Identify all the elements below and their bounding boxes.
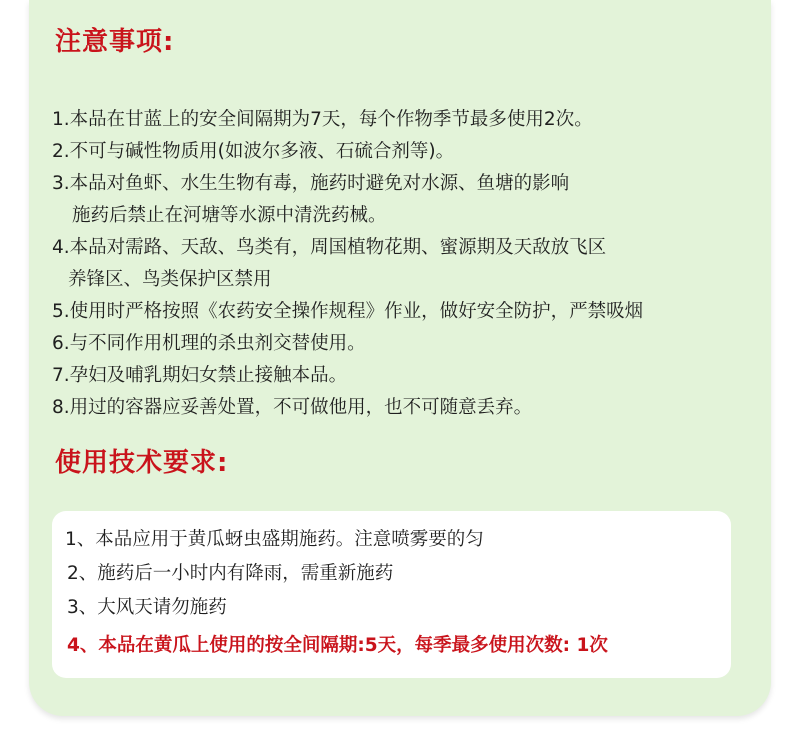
precaution-item-4-continued: 养锋区、鸟类保护区禁用: [68, 269, 272, 290]
precaution-item-4: 4.本品对需路、天敌、鸟类有，周国植物花期、蜜源期及天敌放飞区: [52, 237, 607, 258]
precaution-item-3-continued: 施药后禁止在河塘等水源中清洗药械。: [72, 205, 387, 226]
precaution-item-6: 6.与不同作用机理的杀虫剂交替使用。: [52, 333, 366, 354]
technical-item-1: 1、本品应用于黄瓜蚜虫盛期施药。注意喷雾要的匀: [65, 529, 484, 550]
precaution-item-8: 8.用过的容器应妥善处置，不可做他用，也不可随意丢弃。: [52, 397, 533, 418]
technical-item-3: 3、大风天请勿施药: [67, 597, 227, 618]
precaution-item-2: 2.不可与碱性物质用(如波尔多液、石硫合剂等)。: [52, 141, 455, 162]
technical-heading: 使用技术要求:: [55, 448, 229, 478]
precaution-item-1: 1.本品在甘蓝上的安全间隔期为7天，每个作物季节最多使用2次。: [52, 109, 593, 130]
precautions-heading: 注意事项:: [55, 27, 175, 57]
technical-item-2: 2、施药后一小时内有降雨，需重新施药: [67, 563, 394, 584]
precaution-item-7: 7.孕妇及哺乳期妇女禁止接触本品。: [52, 365, 348, 386]
precaution-item-5: 5.使用时严格按照《农药安全操作规程》作业，做好安全防护，严禁吸烟: [52, 301, 644, 322]
technical-item-4-warning: 4、本品在黄瓜上使用的按全间隔期:5天，每季最多使用次数: 1次: [67, 635, 608, 656]
technical-requirements-box: [52, 511, 731, 678]
precautions-list: [52, 104, 772, 424]
technical-list: [65, 523, 608, 663]
precaution-item-3: 3.本品对鱼虾、水生生物有毒，施药时避免对水源、鱼塘的影响: [52, 173, 570, 194]
